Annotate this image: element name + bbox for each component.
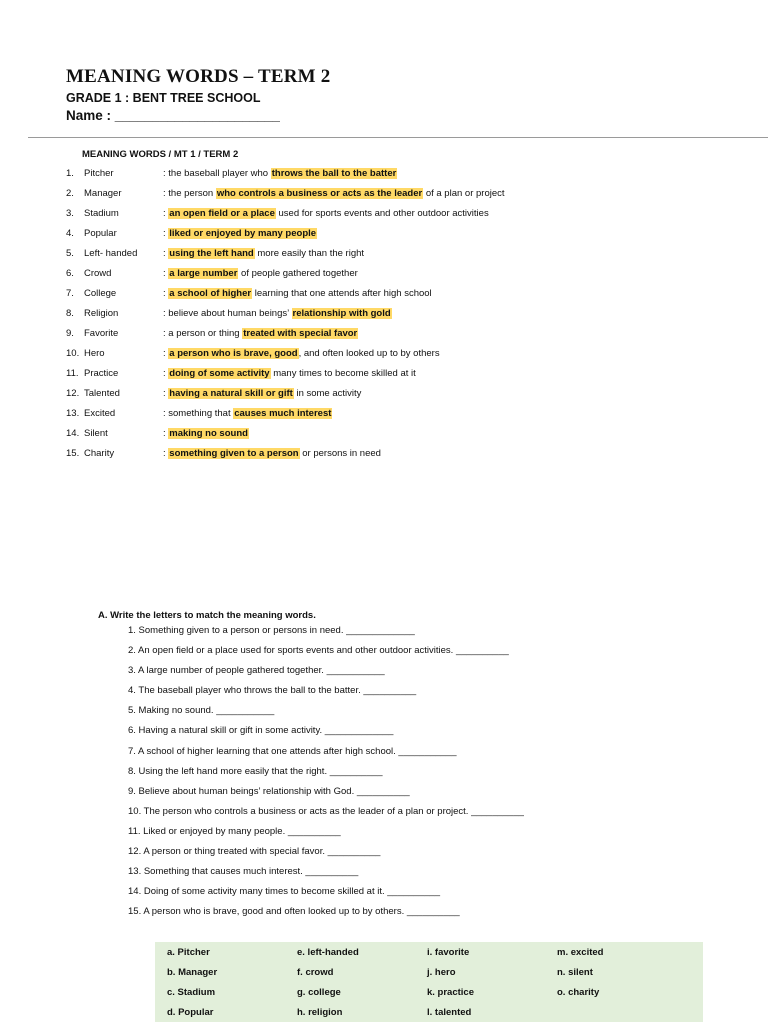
definition-text: : [163, 288, 169, 299]
vocab-word: Pitcher [84, 168, 114, 179]
answer-row [155, 962, 703, 982]
exercise-item: 15. A person who is brave, good and often looked up to by others. __________ [128, 906, 460, 918]
answer-choice: h. religion [297, 1006, 343, 1018]
definition-text: : [163, 428, 169, 439]
highlighted-phrase: an open field or a place [169, 208, 275, 219]
definition-text: learning that one attends after high school [252, 288, 432, 299]
exercise-item: 6. Having a natural skill or gift in some activity. _____________ [128, 725, 394, 737]
vocab-word: Stadium [84, 208, 119, 219]
vocab-number: 5. [66, 248, 74, 259]
vocab-definition [163, 367, 416, 381]
vocab-item [66, 447, 726, 467]
definition-text: : [163, 448, 169, 459]
answer-choice: g. college [297, 986, 341, 998]
answer-choice: j. hero [427, 966, 456, 978]
definition-text: of a plan or project [423, 188, 505, 199]
highlighted-phrase: having a natural skill or gift [169, 388, 293, 399]
vocab-definition [163, 407, 332, 421]
definition-text: : [163, 228, 169, 239]
exercise-item: 8. Using the left hand more easily that the right. __________ [128, 765, 383, 777]
highlighted-phrase: doing of some activity [169, 368, 270, 379]
vocab-number: 6. [66, 268, 74, 279]
exercise-item: 11. Liked or enjoyed by many people. __________ [128, 825, 341, 837]
vocab-item [66, 347, 726, 367]
school-subtitle: GRADE 1 : BENT TREE SCHOOL [66, 91, 261, 105]
answer-choice: f. crowd [297, 966, 334, 978]
exercise-item: 14. Doing of some activity many times to become skilled at it. __________ [128, 886, 441, 898]
vocab-word: Hero [84, 348, 105, 359]
answer-choice: d. Popular [167, 1006, 214, 1018]
highlighted-phrase: a large number [169, 268, 238, 279]
exercise-item: 7. A school of higher learning that one attends after high school. ___________ [128, 745, 457, 757]
highlighted-phrase: something given to a person [169, 448, 299, 459]
highlighted-phrase: relationship with gold [292, 308, 391, 319]
vocab-word: Practice [84, 368, 119, 379]
highlighted-phrase: throws the ball to the batter [271, 168, 397, 179]
definition-text: : believe about human beings’ [163, 308, 292, 319]
answer-row [155, 982, 703, 1002]
vocab-number: 12. [66, 388, 80, 399]
vocab-definition [163, 227, 317, 241]
definition-text: of people gathered together [238, 268, 358, 279]
vocab-number: 13. [66, 408, 80, 419]
highlighted-phrase: causes much interest [234, 408, 332, 419]
definition-text: : [163, 208, 169, 219]
definition-text: : the person [163, 188, 216, 199]
answer-choices-table [155, 942, 703, 1022]
answer-choice: c. Stadium [167, 986, 216, 998]
vocab-word: Popular [84, 228, 117, 239]
vocab-number: 2. [66, 188, 74, 199]
vocab-word: Religion [84, 308, 119, 319]
vocab-number: 14. [66, 428, 80, 439]
exercise-list [128, 624, 648, 925]
vocab-definition [163, 447, 381, 461]
highlighted-phrase: making no sound [169, 428, 248, 439]
vocab-item [66, 187, 726, 207]
definition-text: used for sports events and other outdoor activities [275, 208, 489, 219]
vocab-word: Left- handed [84, 248, 138, 259]
definition-text: more easily than the right [254, 248, 365, 259]
page-title: MEANING WORDS – TERM 2 [66, 66, 331, 87]
highlighted-phrase: a person who is brave, good [169, 348, 298, 359]
vocab-definition [163, 187, 505, 201]
vocab-definition [163, 267, 358, 281]
header-divider [28, 137, 768, 138]
vocab-item [66, 407, 726, 427]
exercise-item: 1. Something given to a person or persons in need. _____________ [128, 625, 415, 636]
vocab-definition [163, 247, 364, 261]
definition-text: : [163, 388, 169, 399]
vocab-item [66, 287, 726, 307]
exercise-item: 13. Something that causes much interest. __________ [128, 866, 359, 878]
vocab-definition [163, 327, 358, 341]
vocab-item [66, 267, 726, 287]
exercise-item: 10. The person who controls a business or acts as the leader of a plan or project. __________ [128, 805, 524, 817]
definition-text: in some activity [293, 388, 362, 399]
vocab-word: Silent [84, 428, 108, 439]
vocab-definition [163, 387, 361, 401]
definition-text: many times to become skilled at it [270, 368, 416, 379]
vocab-number: 8. [66, 308, 74, 319]
answer-choice: b. Manager [167, 966, 218, 978]
vocabulary-list [66, 167, 726, 467]
answer-choice: m. excited [557, 946, 604, 958]
vocabulary-heading: MEANING WORDS / MT 1 / TERM 2 [82, 149, 239, 160]
answer-choice: a. Pitcher [167, 946, 210, 958]
vocab-item [66, 207, 726, 227]
definition-text: : the baseball player who [163, 168, 271, 179]
vocab-number: 9. [66, 328, 74, 339]
vocab-number: 10. [66, 348, 80, 359]
vocab-definition [163, 287, 432, 301]
definition-text: : [163, 248, 169, 259]
vocab-item [66, 367, 726, 387]
name-field-label: Name : ______________________ [66, 108, 280, 123]
definition-text: : a person or thing [163, 328, 243, 339]
highlighted-phrase: using the left hand [169, 248, 254, 259]
vocab-definition [163, 347, 440, 361]
definition-text: : [163, 268, 169, 279]
vocab-word: Excited [84, 408, 116, 419]
vocab-item [66, 307, 726, 327]
answer-choice: e. left-handed [297, 946, 359, 958]
vocab-item [66, 227, 726, 247]
vocab-word: Talented [84, 388, 120, 399]
highlighted-phrase: treated with special favor [243, 328, 358, 339]
vocab-item [66, 167, 726, 187]
exercise-item: 3. A large number of people gathered together. ___________ [128, 665, 385, 677]
highlighted-phrase: a school of higher [169, 288, 252, 299]
highlighted-phrase: who controls a business or acts as the leader [216, 188, 423, 199]
answer-choice: k. practice [427, 986, 474, 998]
exercise-item: 12. A person or thing treated with special favor. __________ [128, 846, 381, 858]
vocab-number: 1. [66, 168, 74, 179]
answer-choice: i. favorite [427, 946, 470, 958]
exercise-heading: A. Write the letters to match the meaning words. [98, 610, 316, 621]
answer-row [155, 1002, 703, 1022]
definition-text: or persons in need [299, 448, 381, 459]
vocab-definition [163, 427, 249, 441]
vocab-number: 4. [66, 228, 74, 239]
vocab-number: 15. [66, 448, 80, 459]
exercise-item: 2. An open field or a place used for sports events and other outdoor activities. __________ [128, 645, 509, 657]
definition-text: , and often looked up to by others [298, 348, 440, 359]
vocab-number: 11. [66, 368, 79, 379]
exercise-item: 9. Believe about human beings’ relationship with God. __________ [128, 785, 410, 797]
exercise-item: 5. Making no sound. ___________ [128, 705, 275, 717]
definition-text: : [163, 368, 169, 379]
vocab-word: Charity [84, 448, 115, 459]
vocab-word: Favorite [84, 328, 119, 339]
vocab-item [66, 327, 726, 347]
answer-choice [545, 1002, 703, 1022]
vocab-number: 7. [66, 288, 74, 299]
vocab-definition [163, 207, 489, 221]
definition-text: : something that [163, 408, 234, 419]
vocab-number: 3. [66, 208, 74, 219]
answer-choice: n. silent [557, 966, 593, 978]
exercise-item: 4. The baseball player who throws the ball to the batter. __________ [128, 685, 417, 697]
vocab-word: Crowd [84, 268, 112, 279]
definition-text: : [163, 348, 169, 359]
vocab-item [66, 427, 726, 447]
vocab-definition [163, 167, 397, 181]
answer-choice: l. talented [427, 1006, 472, 1018]
answer-row [155, 942, 703, 962]
vocab-definition [163, 307, 392, 321]
highlighted-phrase: liked or enjoyed by many people [169, 228, 317, 239]
vocab-word: Manager [84, 188, 122, 199]
vocab-item [66, 387, 726, 407]
vocab-word: College [84, 288, 117, 299]
answer-choice: o. charity [557, 986, 600, 998]
vocab-item [66, 247, 726, 267]
